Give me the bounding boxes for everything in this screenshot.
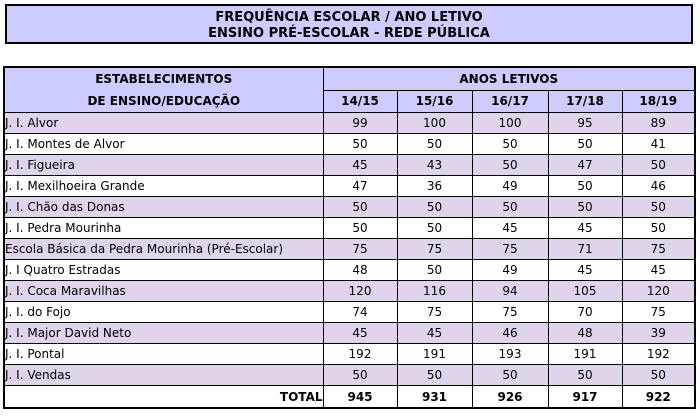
- table-row: [4, 302, 695, 323]
- attendance-value: 50: [548, 365, 622, 386]
- table-row: [4, 113, 695, 134]
- attendance-value: 45: [397, 323, 472, 344]
- establishment-name: J. I. Pedra Mourinha: [4, 218, 323, 239]
- attendance-value: 50: [323, 218, 397, 239]
- attendance-value: 100: [472, 113, 548, 134]
- establishment-name: J. I. Mexilhoeira Grande: [4, 176, 323, 197]
- total-value: 922: [622, 386, 695, 409]
- attendance-value: 75: [622, 302, 695, 323]
- table-row: [4, 365, 695, 386]
- establishments-header: [4, 67, 323, 113]
- attendance-value: 74: [323, 302, 397, 323]
- attendance-value: 50: [397, 134, 472, 155]
- attendance-value: 99: [323, 113, 397, 134]
- total-value: 926: [472, 386, 548, 409]
- attendance-value: 45: [622, 260, 695, 281]
- attendance-value: 48: [323, 260, 397, 281]
- attendance-value: 45: [548, 218, 622, 239]
- attendance-value: 95: [548, 113, 622, 134]
- attendance-value: 192: [622, 344, 695, 365]
- table-row: [4, 323, 695, 344]
- total-value: 917: [548, 386, 622, 409]
- attendance-value: 75: [472, 302, 548, 323]
- year-header: 15/16: [397, 90, 472, 112]
- total-value: 931: [397, 386, 472, 409]
- attendance-value: 116: [397, 281, 472, 302]
- attendance-value: 50: [397, 260, 472, 281]
- table-row: [4, 260, 695, 281]
- table-row: [4, 281, 695, 302]
- attendance-value: 71: [548, 239, 622, 260]
- attendance-value: 50: [472, 134, 548, 155]
- establishment-name: Escola Básica da Pedra Mourinha (Pré-Escolar): [4, 239, 323, 260]
- attendance-value: 75: [397, 302, 472, 323]
- year-header: 14/15: [323, 90, 397, 112]
- total-row: [4, 386, 695, 409]
- attendance-value: 75: [472, 239, 548, 260]
- report-title-box: [5, 4, 693, 44]
- establishment-name: J. I. Montes de Alvor: [4, 134, 323, 155]
- establishment-name: J. I. Coca Maravilhas: [4, 281, 323, 302]
- attendance-value: 50: [548, 176, 622, 197]
- attendance-value: 50: [472, 155, 548, 176]
- attendance-value: 50: [323, 365, 397, 386]
- attendance-value: 49: [472, 176, 548, 197]
- establishments-header-line1: ESTABELECIMENTOS: [95, 72, 233, 86]
- establishment-name: J. I. do Fojo: [4, 302, 323, 323]
- attendance-value: 50: [397, 365, 472, 386]
- attendance-value: 75: [397, 239, 472, 260]
- table-row: [4, 239, 695, 260]
- table-row: [4, 176, 695, 197]
- attendance-value: 75: [323, 239, 397, 260]
- attendance-table: [3, 66, 696, 409]
- establishment-name: J. I. Chão das Donas: [4, 197, 323, 218]
- establishment-name: J. I. Major David Neto: [4, 323, 323, 344]
- attendance-value: 89: [622, 113, 695, 134]
- attendance-value: 46: [472, 323, 548, 344]
- year-header: 17/18: [548, 90, 622, 112]
- attendance-value: 45: [323, 155, 397, 176]
- attendance-value: 193: [472, 344, 548, 365]
- attendance-value: 48: [548, 323, 622, 344]
- establishment-name: J. I Quatro Estradas: [4, 260, 323, 281]
- attendance-value: 120: [323, 281, 397, 302]
- total-label: TOTAL: [4, 386, 323, 409]
- attendance-value: 105: [548, 281, 622, 302]
- attendance-value: 50: [397, 218, 472, 239]
- attendance-value: 50: [323, 197, 397, 218]
- attendance-value: 45: [472, 218, 548, 239]
- table-row: [4, 134, 695, 155]
- attendance-value: 45: [548, 260, 622, 281]
- attendance-value: 70: [548, 302, 622, 323]
- table-row: [4, 344, 695, 365]
- establishment-name: J. I. Alvor: [4, 113, 323, 134]
- year-header: 18/19: [622, 90, 695, 112]
- establishment-name: J. I. Pontal: [4, 344, 323, 365]
- attendance-value: 50: [548, 134, 622, 155]
- attendance-value: 50: [397, 197, 472, 218]
- table-body: [4, 113, 695, 409]
- attendance-value: 50: [472, 365, 548, 386]
- attendance-value: 94: [472, 281, 548, 302]
- attendance-value: 50: [323, 134, 397, 155]
- attendance-value: 45: [323, 323, 397, 344]
- establishments-header-line2: DE ENSINO/EDUCAÇÃO: [87, 94, 241, 108]
- attendance-value: 36: [397, 176, 472, 197]
- table-row: [4, 218, 695, 239]
- attendance-value: 191: [548, 344, 622, 365]
- attendance-value: 50: [622, 365, 695, 386]
- attendance-value: 43: [397, 155, 472, 176]
- attendance-value: 50: [622, 218, 695, 239]
- establishment-name: J. I. Figueira: [4, 155, 323, 176]
- attendance-value: 50: [472, 197, 548, 218]
- attendance-value: 39: [622, 323, 695, 344]
- attendance-value: 47: [548, 155, 622, 176]
- attendance-value: 50: [622, 197, 695, 218]
- attendance-value: 50: [548, 197, 622, 218]
- attendance-value: 47: [323, 176, 397, 197]
- report-subtitle: ENSINO PRÉ-ESCOLAR - REDE PÚBLICA: [208, 26, 490, 41]
- report-title: FREQUÊNCIA ESCOLAR / ANO LETIVO: [215, 10, 483, 25]
- school-years-header: ANOS LETIVOS: [323, 67, 695, 90]
- year-header: 16/17: [472, 90, 548, 112]
- table-row: [4, 155, 695, 176]
- attendance-value: 75: [622, 239, 695, 260]
- attendance-value: 50: [622, 155, 695, 176]
- establishment-name: J. I. Vendas: [4, 365, 323, 386]
- attendance-value: 41: [622, 134, 695, 155]
- attendance-value: 49: [472, 260, 548, 281]
- total-value: 945: [323, 386, 397, 409]
- attendance-value: 46: [622, 176, 695, 197]
- attendance-value: 191: [397, 344, 472, 365]
- attendance-value: 192: [323, 344, 397, 365]
- attendance-value: 100: [397, 113, 472, 134]
- attendance-value: 120: [622, 281, 695, 302]
- table-row: [4, 197, 695, 218]
